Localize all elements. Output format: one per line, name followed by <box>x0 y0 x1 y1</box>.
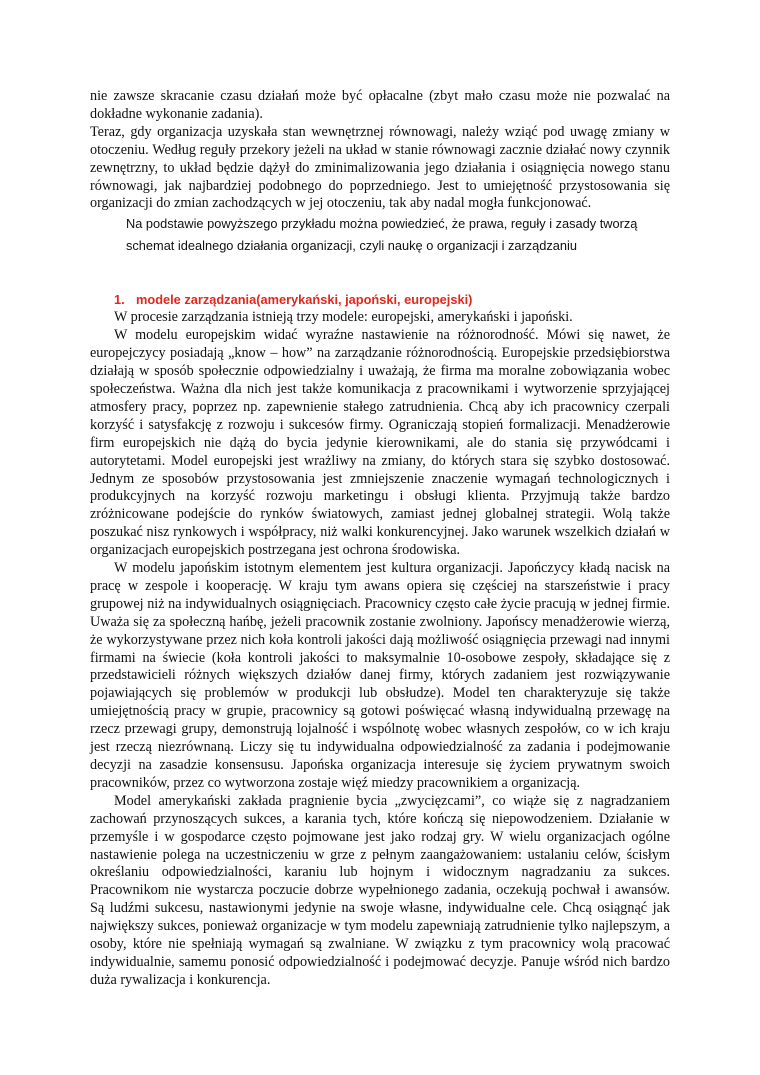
paragraph-european-model: W modelu europejskim widać wyraźne nastawienie na różnorodność. Mówi się nawet, że europejczycy posiadają „know – how” na zarządzanie różnorodnością. Europejskie przedsiębiorstwa działają w sposób społecznie odpowiedzialny i uważają, że firma ma moralne zobowiązania wobec społeczeństwa. Ważna dla nich jest także komunikacja z pracownikami i wytworzenie sprzyjającej atmosfery pracy, poprzez np. zapewnienie stałego zatrudnienia. Chcą aby ich pracownicy czerpali korzyść i satysfakcję z rozwoju i sukcesów firmy. Ograniczają stopień formalizacji. Menadżerowie firm europejskich nie dążą do bycia jedynie kierownikami, ale do stania się przywódcami i autorytetami. Model europejski jest wrażliwy na zmiany, do których stara się szybko dostosować. Jednym ze sposobów przystosowania jest zmniejszenie znaczenie wymagań technologicznych i produkcyjnych na korzyść rozwoju marketingu i obsługi klienta. Przyjmują także bardzo zróżnicowane podejście do rynków światowych, zamiast jednej globalnej strategii. Wolą także poszukać nisz rynkowych i współpracy, niż walki konkurencyjnej. Jako warunek wszelkich działań w organizacjach europejskich postrzegana jest ochrona środowiska. <box>90 327 670 559</box>
text-column <box>90 88 670 990</box>
section-intro: W procesie zarządzania istnieją trzy modele: europejski, amerykański i japoński. <box>114 309 573 326</box>
paragraph-american-model: Model amerykański zakłada pragnienie bycia „zwycięzcami”, co wiąże się z nagradzaniem zachowań przynoszących sukces, a karania tych, które kończą się niepowodzeniem. Działanie w przemyśle i w gospodarce często pojmowane jest jako rodzaj gry. W wielu organizacjach ogólne nastawienie polega na uczestniczeniu w grze z pełnym zaangażowaniem: ustalaniu celów, ścisłym określaniu odpowiedzialności, karaniu lub hojnym i widocznym nagradzaniu za sukces. Pracownikom nie wystarcza poczucie dobrze wypełnionego zadania, oczekują pochwał i awansów. Są ludźmi sukcesu, nastawionymi jedynie na swoje własne, indywidualne cele. Chcą osiągnąć jak największy sukces, ponieważ organizacje w tym modelu zapewniają zatrudnienie tylko najlepszym, a osoby, które nie spełniają wymagań są zwalniane. W związku z tym pracownicy wolą pracować indywidualnie, samemu ponosić odpowiedzialność i podejmować decyzje. Panuje wśród nich bardzo duża rywalizacja i konkurencja. <box>90 792 670 988</box>
section-number: 1. <box>114 292 125 308</box>
paragraph-japanese-model: W modelu japońskim istotnym elementem jest kultura organizacji. Japończycy kładą nacisk na pracę w zespole i kooperację. W kraju tym awans opiera się częściej na starszeństwie i pracy grupowej niż na indywidualnych osiągnięciach. Pracownicy często całe życie pracują w jednej firmie. Uważa się za społeczną hańbę, jeżeli pracownik zostanie zwolniony. Japońscy menadżerowie wierzą, że wykorzystywane przez nich koła kontroli jakości dają możliwość osiągnięcia przewagi nad innymi firmami na świecie (koła kontroli jakości to maksymalnie 10-osobowe zespoły, składające się z przedstawicieli różnych większych działów danej firmy, których zadaniem jest rozwiązywanie pojawiających się problemów w produkcji lub obsłudze). Model ten charakteryzuje się także umiejętnością pracy w grupie, pracownicy są gotowi poświęcać własną indywidualną przewagę na rzecz przewagi grupy, demonstrują lojalność i wspólnotę wobec własnych zespołów, co w ich kraju jest rzeczą niezrównaną. Liczy się tu indywidualna odpowiedzialność za zadania i podejmowanie decyzji na zasadzie konsensusu. Japońska organizacja interesuje się życiem prywatnym swoich pracowników, przez co wytworzona zostaje więź miedzy pracownikiem a organizacją. <box>90 560 670 791</box>
conclusion-paragraph: Na podstawie powyższego przykładu można powiedzieć, że prawa, reguły i zasady tworzą schemat idealnego działania organizacji, czyli naukę o organizacji i zarządzaniu <box>126 216 638 254</box>
intro-paragraph-1: nie zawsze skracanie czasu działań może być opłacalne (zbyt mało czasu może nie pozwalać na dokładne wykonanie zadania). <box>90 88 670 122</box>
section-title: modele zarządzania(amerykański, japoński, europejski) <box>136 292 473 308</box>
intro-paragraph-2: Teraz, gdy organizacja uzyskała stan wewnętrznej równowagi, należy wziąć pod uwagę zmiany w otoczeniu. Według reguły przekory jeżeli na układ w stanie równowagi zacznie działać nowy czynnik zewnętrzny, to układ będzie dążył do zminimalizowania jego działania i osiągnięcia nowego stanu równowagi, jak najbardziej podobnego do poprzedniego. Jest to umiejętność przystosowania się organizacji do zmian zachodzących w jej otoczeniu, tak aby nadal mogła funkcjonować. <box>90 123 670 212</box>
section-heading <box>90 291 670 309</box>
spacer <box>90 257 670 291</box>
